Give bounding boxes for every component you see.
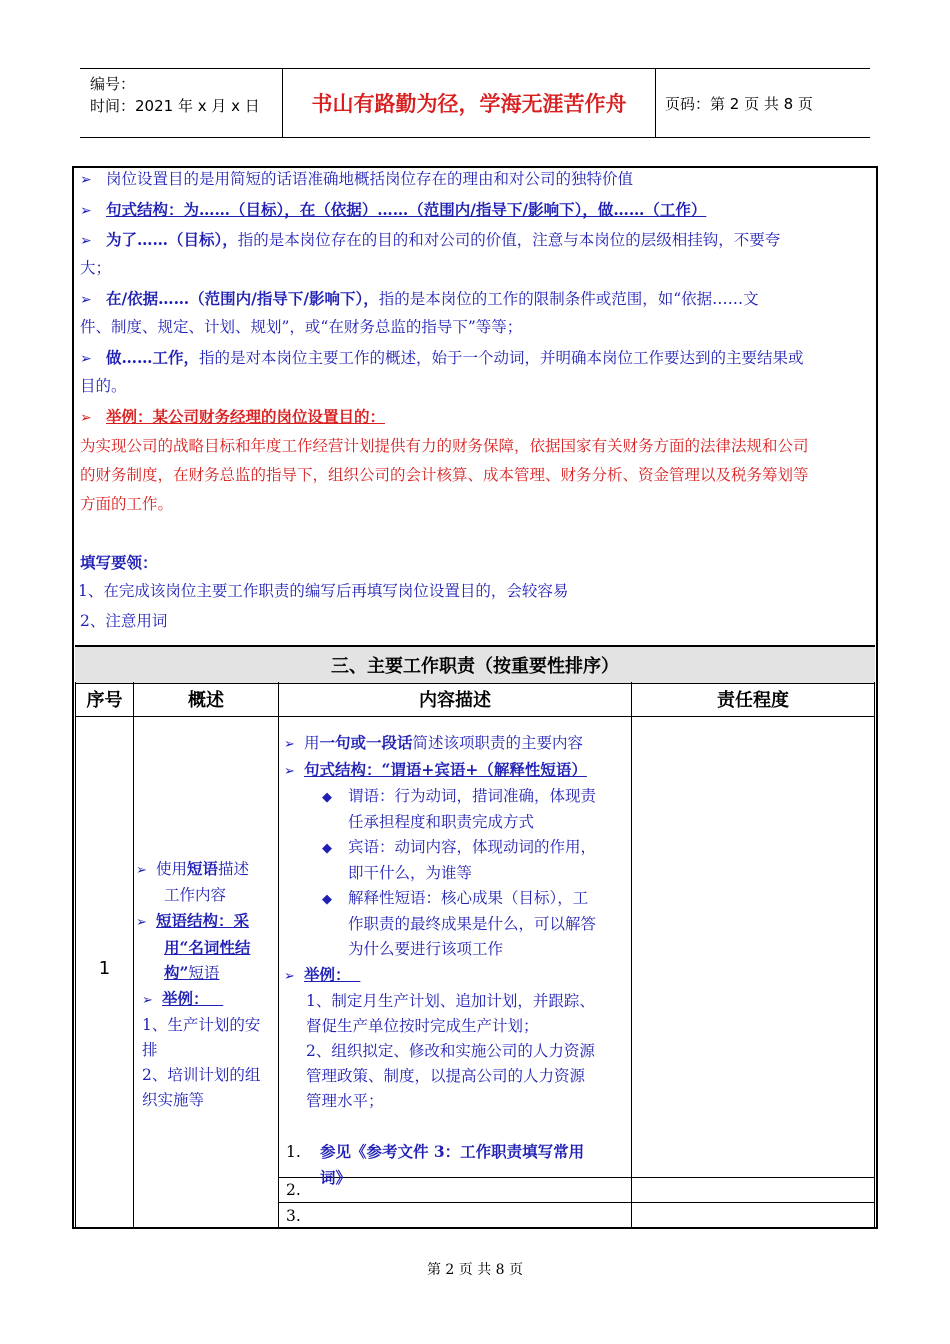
arrow-icon: ➢ — [80, 410, 92, 426]
example-line-3: 方面的工作。 — [80, 495, 174, 513]
arrow-icon: ➢ — [80, 292, 92, 308]
arrow-icon: ➢ — [136, 915, 147, 930]
header-motto: 书山有路勤为径，学海无涯苦作舟 — [311, 92, 627, 116]
diamond-icon: ◆ — [322, 790, 332, 805]
number-label: 编号： — [90, 75, 136, 93]
intro-line-5: ➢ 做……工作，指的是对本岗位主要工作的概述，始于一个动词，并明确本岗位工作要达到的主要结果或 — [80, 343, 872, 374]
intro-line-1: ➢ 岗位设置目的是用简短的话语准确地概括岗位存在的理由和对公司的独特价值 — [80, 165, 872, 195]
arrow-icon: ➢ — [284, 969, 295, 984]
table-rule — [133, 682, 134, 1228]
column-header-overview: 概述 — [188, 690, 224, 711]
intro-line-3b: 大； — [80, 259, 112, 277]
row-overview: ➢ 使用短语描述 工作内容 ➢ 短语结构：采 用“名词性结 构”短语 ➢ 举例： 1、生产计划的安 排 2、培训计划的组 织实施等 — [136, 859, 261, 1109]
intro-line-2: ➢ 句式结构：为……（目标），在（依据）……（范围内/指导下/影响下），做……（工作） — [80, 195, 872, 226]
table-rule — [631, 682, 632, 1228]
table-rule — [75, 1228, 875, 1229]
time-label: 时间：2021 年 x 月 x 日 — [90, 97, 260, 115]
arrow-icon: ➢ — [284, 737, 295, 752]
intro-line-5b: 目的。 — [80, 377, 127, 395]
arrow-icon: ➢ — [80, 203, 92, 219]
arrow-icon: ➢ — [80, 351, 92, 367]
row-content: ➢ 用一句或一段话简述该项职责的主要内容 ➢ 句式结构：“谓语+宾语+（解释性短语） ◆ 谓语：行为动词，措词准确，体现责 任承担程度和职责完成方式 ◆ 宾语：动词内容，体现动词的作用， 即干什么，为谁等 ◆ 解释性短语：核心成果（目标），工 作职责的最终成果是什么，可以解答 为什么要进行该项工作 ➢ 举例： 1、制定月生产计划、追加计划，并跟踪、 督促生产单位按时完成生产计划； 2、组织拟定、修改和实施公司的人力资源 管理政策、制度，以提高公司的人力资源 管理水平； 1. 参见《参考文件 3：工作职责填写常用 词》 — [284, 733, 597, 1187]
table-rule — [278, 1202, 875, 1203]
arrow-icon: ➢ — [142, 993, 153, 1008]
column-header-responsibility: 责任程度 — [717, 690, 789, 711]
table-rule — [75, 682, 76, 1228]
header-page-label: 页码：第 2 页 共 8 页 — [665, 94, 813, 113]
example-title: ➢ 举例：某公司财务经理的岗位设置目的： — [80, 402, 872, 433]
sub-row-2: 2. — [286, 1181, 301, 1199]
tip-1: 1、在完成该岗位主要工作职责的编写后再填写岗位设置目的，会较容易 — [78, 582, 569, 600]
arrow-icon: ➢ — [80, 172, 92, 188]
table-rule — [75, 716, 875, 717]
column-header-seq: 序号 — [86, 690, 123, 711]
example-line-2: 的财务制度，在财务总监的指导下，组织公司的会计核算、成本管理、财务分析、资金管理以及税务筹划等 — [80, 466, 809, 484]
page-header — [80, 68, 870, 138]
intro-line-4b: 件、制度、规定、计划、规划”，或“在财务总监的指导下”等等； — [80, 318, 523, 336]
section-heading: 三、主要工作职责（按重要性排序） — [75, 645, 875, 684]
page-footer: 第 2 页 共 8 页 — [426, 1262, 524, 1278]
example-line-1: 为实现公司的战略目标和年度工作经营计划提供有力的财务保障，依据国家有关财务方面的法律法规和公司 — [80, 437, 809, 455]
column-header-content: 内容描述 — [419, 690, 491, 711]
tip-2: 2、注意用词 — [80, 612, 168, 630]
arrow-icon: ➢ — [136, 863, 147, 878]
intro-line-4: ➢ 在/依据……（范围内/指导下/影响下），指的是本岗位的工作的限制条件或范围，如“依据……文 — [80, 284, 872, 315]
arrow-icon: ➢ — [80, 233, 92, 249]
header-divider — [655, 69, 656, 137]
intro-line-3: ➢ 为了……（目标），指的是本岗位存在的目的和对公司的价值，注意与本岗位的层级相挂钩，不要夸 — [80, 225, 872, 256]
arrow-icon: ➢ — [284, 764, 295, 779]
header-info — [90, 73, 260, 117]
table-rule — [278, 682, 279, 1228]
row-seq: 1 — [98, 958, 111, 979]
table-rule — [874, 682, 875, 1228]
tips-title: 填写要领： — [80, 553, 158, 572]
sub-row-3: 3. — [286, 1207, 301, 1225]
diamond-icon: ◆ — [322, 841, 332, 856]
diamond-icon: ◆ — [322, 892, 332, 907]
